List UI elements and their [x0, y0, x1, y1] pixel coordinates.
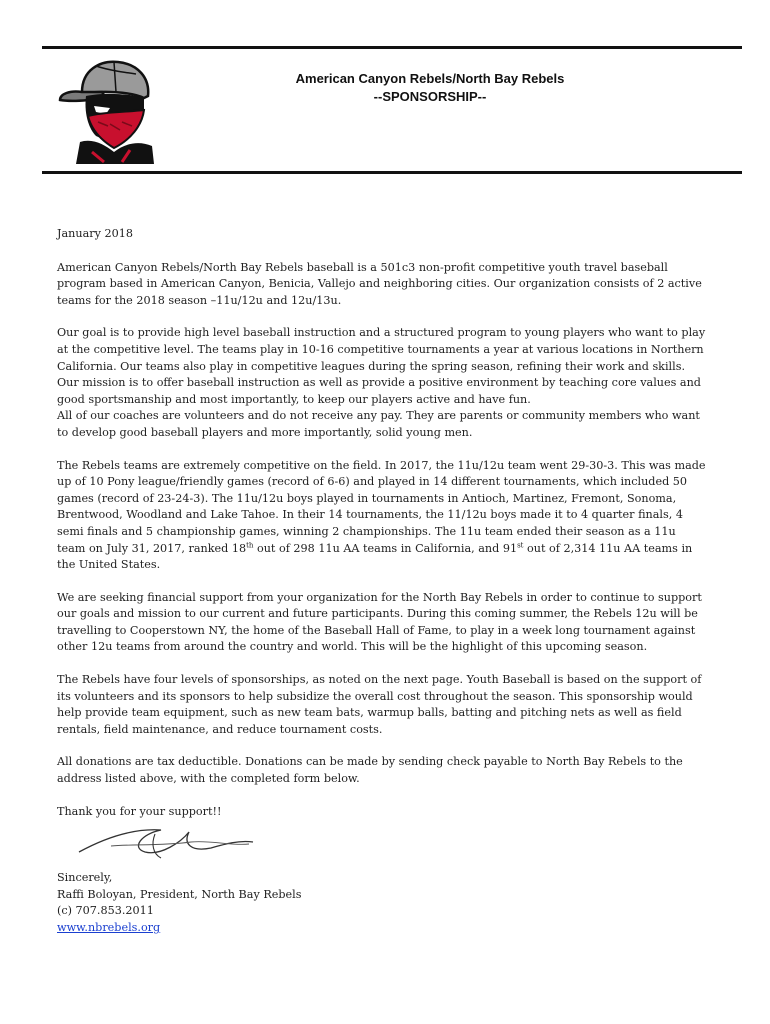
- paragraph-levels: The Rebels have four levels of sponsorships, as noted on the next page. Youth Baseball is based on the support of its volunteers and its sponsors to help subsidize the overall cost throughout the season. This sponsorship would help provide team equipment, such as new team bats, warmup balls, batting and pitching nets as well as field rentals, field maintenance, and reduce tournament costs.: [57, 673, 702, 736]
- website-link[interactable]: www.nbrebels.org: [57, 921, 161, 934]
- heading-subtitle: --SPONSORSHIP--: [373, 89, 487, 104]
- bottom-rule: [42, 171, 742, 174]
- ordinal-suffix-1: th: [246, 540, 254, 549]
- record-text-b: out of 298 11u AA teams in California, and 91: [253, 541, 518, 555]
- record-text-a: The Rebels teams are extremely competitive on the field. In 2017, the 11u/12u team went 29-30-3. This was made up of 10 Pony league/friendly games (record of 6-6) and played in 14 different tournaments, which included 50 games (record of 23-24-3). The 11u/12u boys played in tournaments in Antioch, Martinez, Fremont, Sonoma, Brentwood, Woodland and Lake Tahoe. In their 14 tournaments, the 11/12u boys made it to 4 quarter finals, 4 semi finals and 5 championship games, winning 2 championships. The 11u team ended their season as a 11u team on July 31, 2017, ranked 18: [57, 458, 706, 555]
- paragraph-record: [57, 458, 707, 574]
- letter-body: [57, 226, 707, 937]
- sincerely-line: Sincerely,: [57, 871, 113, 885]
- paragraph-support: We are seeking financial support from your organization for the North Bay Rebels in order to continue to support our goals and mission to our current and future participants. During this coming summer, the Rebels 12u will be travelling to Cooperstown NY, the home of the Baseball Hall of Fame, to play in a week long tournament against other 12u teams from around the country and world. This will be the highlight of this upcoming season.: [57, 590, 702, 654]
- handwritten-signature: [71, 822, 261, 864]
- rebel-mascot-logo: [52, 52, 162, 164]
- phone-line: (c) 707.853.2011: [57, 904, 154, 918]
- record-text-c: out of 2,314 11u AA teams in the United States.: [57, 541, 693, 572]
- top-rule: [42, 46, 742, 49]
- paragraph-donations: All donations are tax deductible. Donations can be made by sending check payable to North Bay Rebels to the address listed above, with the completed form below.: [57, 755, 683, 786]
- heading-title: American Canyon Rebels/North Bay Rebels: [295, 71, 565, 86]
- letter-date: January 2018: [57, 227, 133, 240]
- ordinal-suffix-2: st: [517, 540, 524, 549]
- thanks-line: Thank you for your support!!: [57, 804, 222, 818]
- paragraph-goal: Our goal is to provide high level baseball instruction and a structured program to young players who want to play at the competitive level. The teams play in 10-16 competitive tournaments a year at various locations in Northern California. Our teams also play in competitive leagues during the spring season, refining their work and skills. Our mission is to offer baseball instruction as well as provide a positive environment by teaching core values and good sportsmanship and most importantly, to keep our players active and have fun.: [57, 326, 706, 406]
- paragraph-coaches: All of our coaches are volunteers and do not receive any pay. They are parents or community members who want to develop good baseball players and more importantly, solid young men.: [57, 409, 700, 439]
- closing-block: [57, 870, 707, 936]
- letter-heading: [170, 70, 690, 106]
- paragraph-intro: American Canyon Rebels/North Bay Rebels baseball is a 501c3 non-profit competitive youth travel baseball program based in American Canyon, Benicia, Vallejo and neighboring cities. Our organization consists of 2 active teams for the 2018 season –11u/12u and 12u/13u.: [57, 260, 702, 307]
- signer-line: Raffi Boloyan, President, North Bay Rebels: [57, 887, 302, 901]
